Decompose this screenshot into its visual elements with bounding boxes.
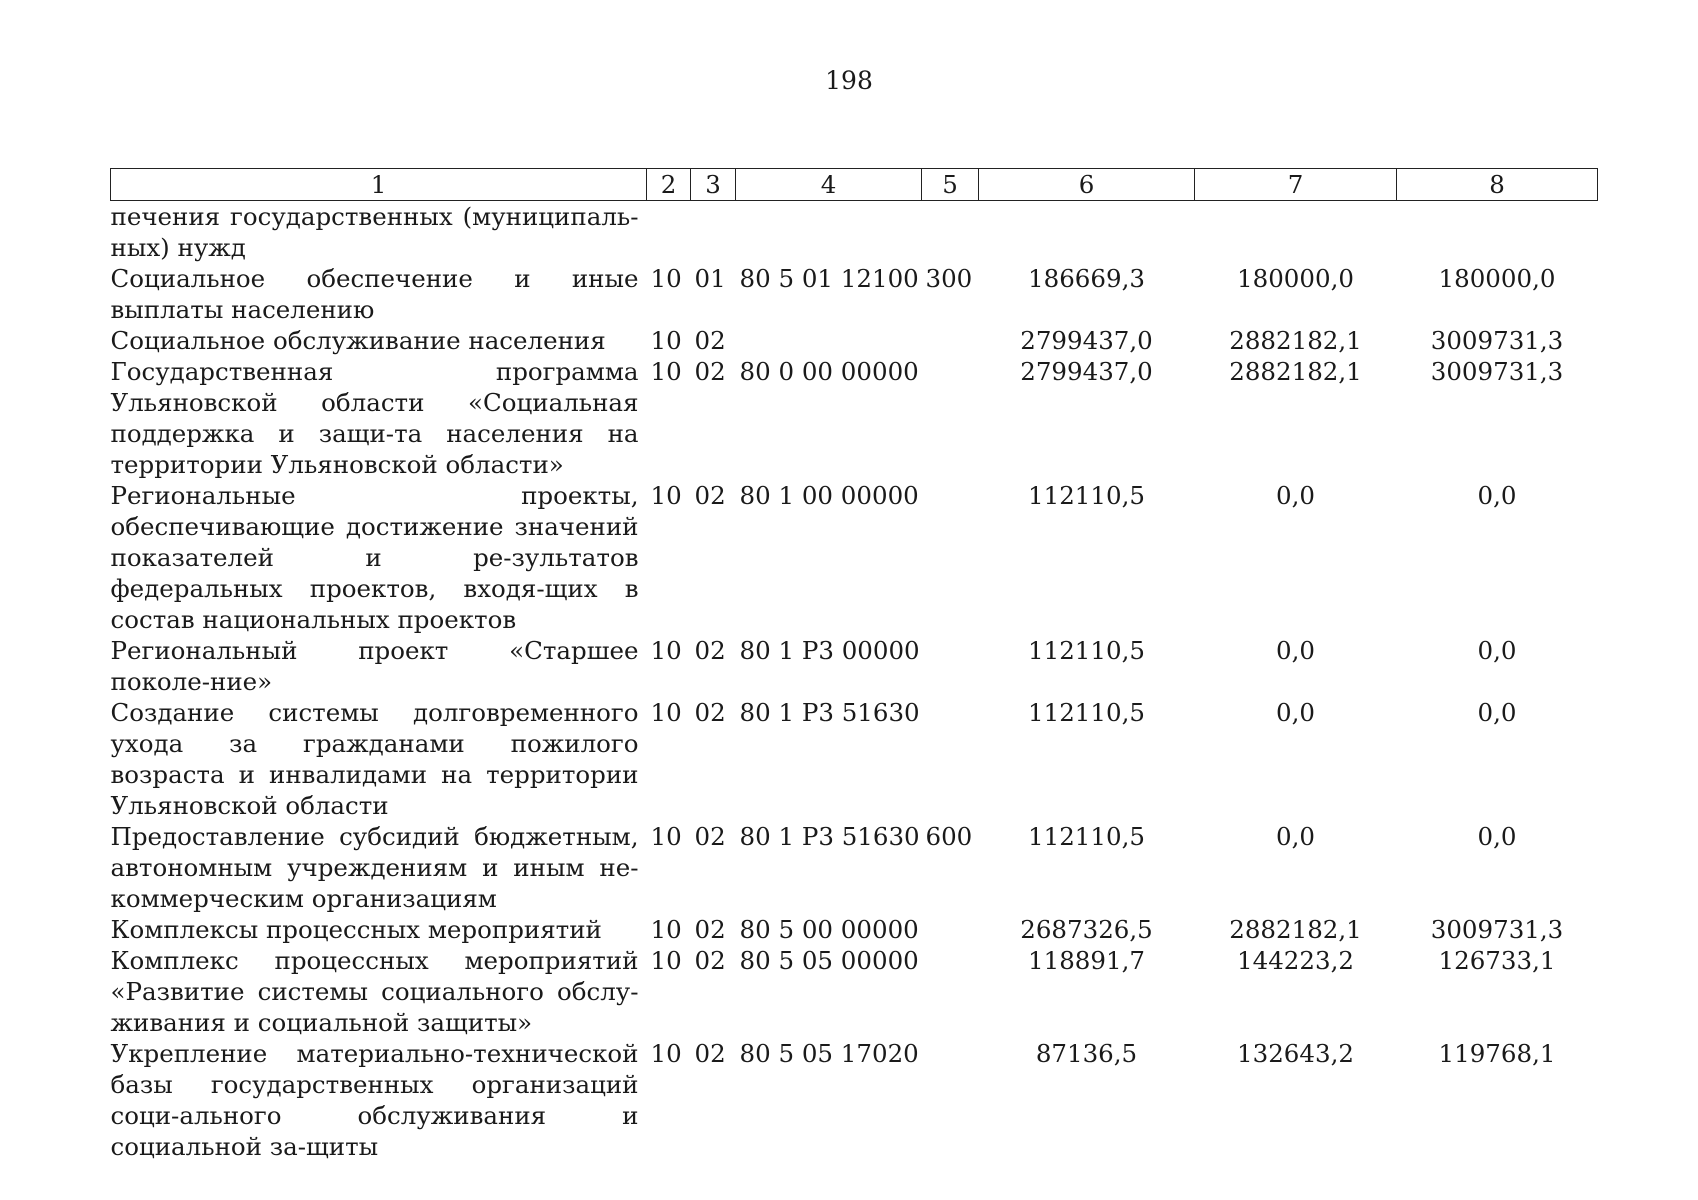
row-section: 10 — [650, 357, 682, 386]
row-expense-type — [922, 1038, 979, 1162]
column-header-3: 3 — [691, 169, 736, 201]
column-header-1: 1 — [111, 169, 647, 201]
row-section: 10 — [650, 915, 682, 944]
row-value-col8: 0,0 — [1477, 698, 1517, 727]
table-row — [111, 325, 1598, 356]
column-header-5: 5 — [922, 169, 979, 201]
row-value-col8: 180000,0 — [1438, 264, 1556, 293]
row-target-code: 80 1 Р3 51630 — [739, 822, 920, 851]
page-number: 198 — [825, 66, 873, 95]
row-value-col8: 126733,1 — [1438, 946, 1556, 975]
row-name: Социальное обслуживание населения — [110, 326, 606, 355]
row-value-col8: 3009731,3 — [1430, 915, 1564, 944]
row-target-code: 80 1 Р3 51630 — [739, 698, 920, 727]
row-target-code: 80 5 05 17020 — [739, 1039, 919, 1068]
row-value-col7: 0,0 — [1276, 481, 1315, 510]
row-expense-type — [922, 480, 979, 635]
row-value-col7: 2882182,1 — [1229, 357, 1362, 386]
row-value-col7: 180000,0 — [1237, 264, 1354, 293]
row-section: 10 — [650, 264, 682, 293]
row-expense-type — [922, 201, 979, 264]
row-name: печения государственных (муниципаль-ных) нужд — [110, 202, 639, 262]
row-value-col8: 0,0 — [1477, 822, 1517, 851]
row-section: 10 — [650, 481, 682, 510]
row-value-col6 — [979, 201, 1195, 264]
row-value-col7: 0,0 — [1276, 822, 1315, 851]
row-section: 10 — [650, 636, 682, 665]
row-section — [647, 201, 691, 264]
table-row — [111, 263, 1598, 325]
row-section: 10 — [650, 698, 682, 727]
row-value-col8: 119768,1 — [1438, 1039, 1556, 1068]
row-expense-type — [922, 356, 979, 480]
row-name: Региональный проект «Старшее поколе-ние» — [110, 636, 639, 696]
row-name: Комплексы процессных мероприятий — [110, 915, 602, 944]
row-expense-type — [922, 635, 979, 697]
column-header-4: 4 — [736, 169, 922, 201]
row-value-col7 — [1195, 201, 1397, 264]
table-row — [111, 480, 1598, 635]
row-section: 10 — [650, 822, 682, 851]
row-name: Создание системы долговременного ухода за гражданами пожилого возраста и инвалидами на территории Ульяновской области — [110, 698, 639, 820]
row-expense-type: 300 — [925, 264, 973, 293]
row-value-col7: 132643,2 — [1237, 1039, 1354, 1068]
row-target-code: 80 1 00 00000 — [739, 481, 919, 510]
row-subsection: 02 — [694, 636, 726, 665]
row-value-col6: 112110,5 — [1028, 822, 1145, 851]
row-section: 10 — [650, 1039, 682, 1068]
table-row — [111, 945, 1598, 1038]
row-target-code: 80 0 00 00000 — [739, 357, 919, 386]
row-expense-type — [922, 945, 979, 1038]
row-value-col7: 2882182,1 — [1229, 915, 1362, 944]
row-expense-type — [922, 914, 979, 945]
row-value-col6: 2799437,0 — [1020, 357, 1153, 386]
row-target-code: 80 5 05 00000 — [739, 946, 919, 975]
row-subsection: 02 — [694, 822, 726, 851]
row-value-col8: 3009731,3 — [1430, 326, 1564, 355]
row-value-col8: 3009731,3 — [1430, 357, 1564, 386]
row-name: Социальное обеспечение и иные выплаты населению — [110, 264, 639, 324]
row-name: Региональные проекты, обеспечивающие достижение значений показателей и ре-зультатов федеральных проектов, входя-щих в состав национальных проектов — [110, 481, 639, 634]
row-name: Укрепление материально-технической базы государственных организаций соци-ального обслуживания и социальной за-щиты — [110, 1039, 639, 1161]
row-section: 10 — [650, 946, 682, 975]
column-header-8: 8 — [1397, 169, 1598, 201]
row-target-code — [736, 325, 922, 356]
table-row — [111, 356, 1598, 480]
row-target-code: 80 5 00 00000 — [739, 915, 919, 944]
table-row — [111, 914, 1598, 945]
row-name: Предоставление субсидий бюджетным, автономным учреждениям и иным не-коммерческим организациям — [110, 822, 639, 913]
column-header-7: 7 — [1195, 169, 1397, 201]
budget-table — [110, 168, 1598, 1162]
row-value-col7: 2882182,1 — [1229, 326, 1362, 355]
row-value-col6: 118891,7 — [1028, 946, 1145, 975]
row-section: 10 — [650, 326, 682, 355]
row-value-col8 — [1397, 201, 1598, 264]
row-subsection: 01 — [694, 264, 726, 293]
column-header-2: 2 — [647, 169, 691, 201]
row-subsection: 02 — [694, 326, 726, 355]
table-header-row — [111, 169, 1598, 201]
row-value-col6: 112110,5 — [1028, 698, 1145, 727]
table-row — [111, 1038, 1598, 1162]
row-value-col6: 2799437,0 — [1020, 326, 1153, 355]
row-value-col8: 0,0 — [1477, 481, 1517, 510]
row-target-code: 80 5 01 12100 — [739, 264, 919, 293]
row-value-col6: 112110,5 — [1028, 636, 1145, 665]
row-name: Государственная программа Ульяновской области «Социальная поддержка и защи-та населения на территории Ульяновской области» — [110, 357, 639, 479]
table-body — [111, 201, 1598, 1163]
row-target-code — [736, 201, 922, 264]
row-name: Комплекс процессных мероприятий «Развитие системы социального обслу-живания и социальной защиты» — [110, 946, 639, 1037]
row-value-col6: 186669,3 — [1028, 264, 1145, 293]
row-subsection: 02 — [694, 698, 726, 727]
row-target-code: 80 1 Р3 00000 — [739, 636, 920, 665]
row-subsection: 02 — [694, 1039, 726, 1068]
column-header-6: 6 — [979, 169, 1195, 201]
row-value-col7: 0,0 — [1276, 698, 1315, 727]
table-row — [111, 201, 1598, 264]
row-subsection: 02 — [694, 915, 726, 944]
row-subsection: 02 — [694, 481, 726, 510]
table-row — [111, 821, 1598, 914]
table-row — [111, 697, 1598, 821]
table-row — [111, 635, 1598, 697]
row-subsection: 02 — [694, 946, 726, 975]
row-expense-type: 600 — [925, 822, 973, 851]
row-value-col6: 87136,5 — [1035, 1039, 1138, 1068]
row-subsection: 02 — [694, 357, 726, 386]
row-value-col6: 112110,5 — [1028, 481, 1145, 510]
row-value-col8: 0,0 — [1477, 636, 1517, 665]
row-value-col7: 0,0 — [1276, 636, 1315, 665]
row-value-col7: 144223,2 — [1237, 946, 1354, 975]
row-expense-type — [922, 697, 979, 821]
row-expense-type — [922, 325, 979, 356]
row-value-col6: 2687326,5 — [1020, 915, 1153, 944]
row-subsection — [691, 201, 736, 264]
